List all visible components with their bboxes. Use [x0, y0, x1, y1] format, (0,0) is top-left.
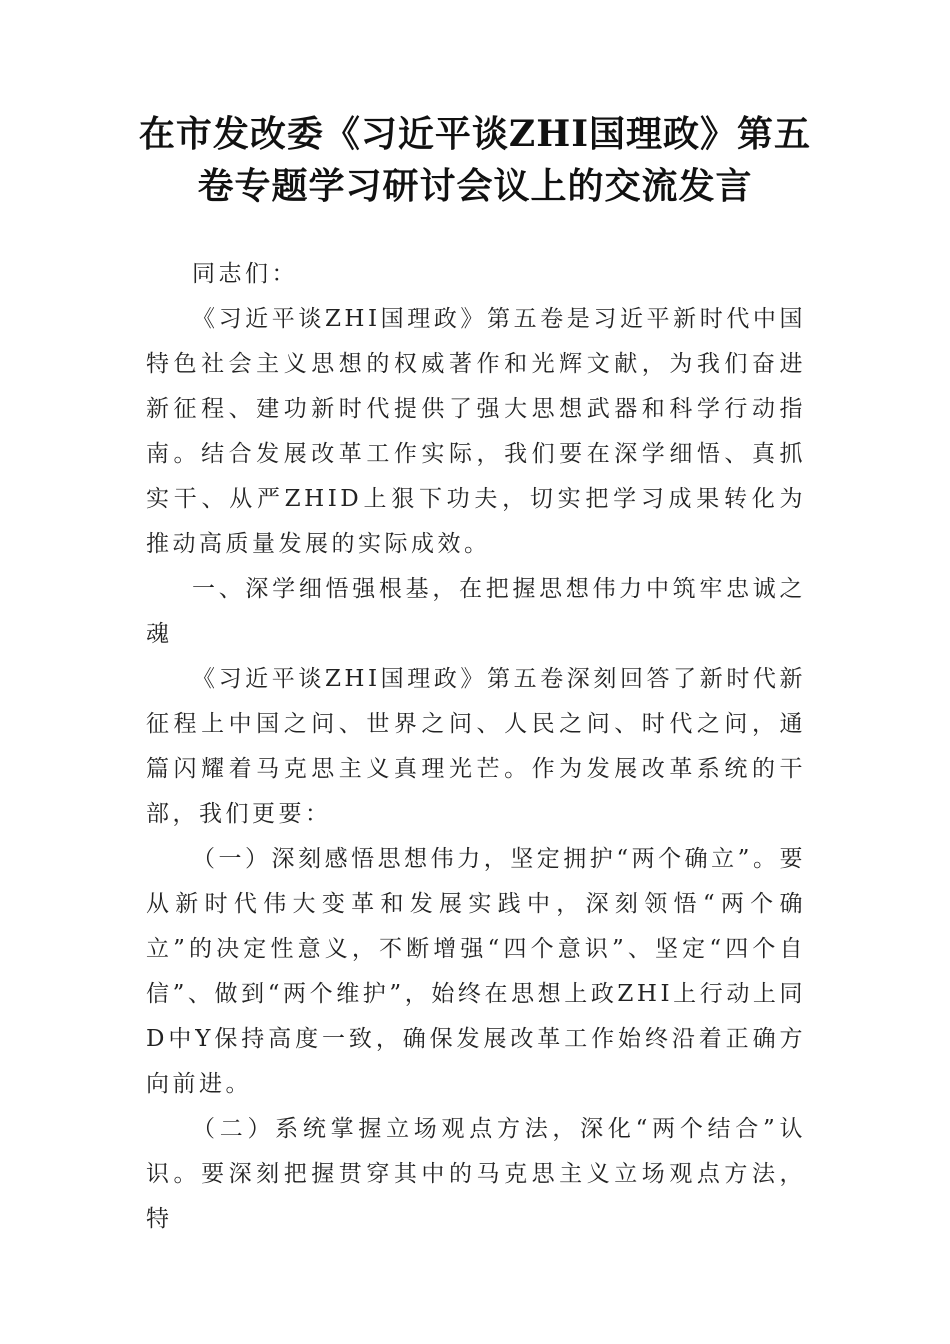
- paragraph-subsection-1: （一）深刻感悟思想伟力，坚定拥护“两个确立”。要从新时代伟大变革和发展实践中，深刻领悟“两个确立”的决定性意义，不断增强“四个意识”、坚定“四个自信”、做到“两个维护”，始终在思想上政ZHI上行动上同D中Y保持高度一致，确保发展改革工作始终沿着正确方向前进。: [146, 846, 806, 1097]
- paragraph-subsection-2: （二）系统掌握立场观点方法，深化“两个结合”认识。要深刻把握贯穿其中的马克思主义立场观点方法，特: [146, 1116, 806, 1232]
- paragraph-intro: 《习近平谈ZHI国理政》第五卷是习近平新时代中国特色社会主义思想的权威著作和光辉文献，为我们奋进新征程、建功新时代提供了强大思想武器和科学行动指南。结合发展改革工作实际，我们要在深学细悟、真抓实干、从严ZHID上狠下功夫，切实把学习成果转化为推动高质量发展的实际成效。: [146, 306, 806, 557]
- section-heading-1: 一、深学细悟强根基，在把握思想伟力中筑牢忠诚之魂: [146, 576, 806, 647]
- paragraph-section-1: 《习近平谈ZHI国理政》第五卷深刻回答了新时代新征程上中国之问、世界之问、人民之问、时代之问，通篇闪耀着马克思主义真理光芒。作为发展改革系统的干部，我们更要：: [146, 666, 806, 827]
- salutation: 同志们：: [192, 261, 298, 287]
- document-title: 在市发改委《习近平谈ZHI国理政》第五卷专题学习研讨会议上的交流发言: [138, 113, 812, 207]
- document-body: [146, 252, 806, 1242]
